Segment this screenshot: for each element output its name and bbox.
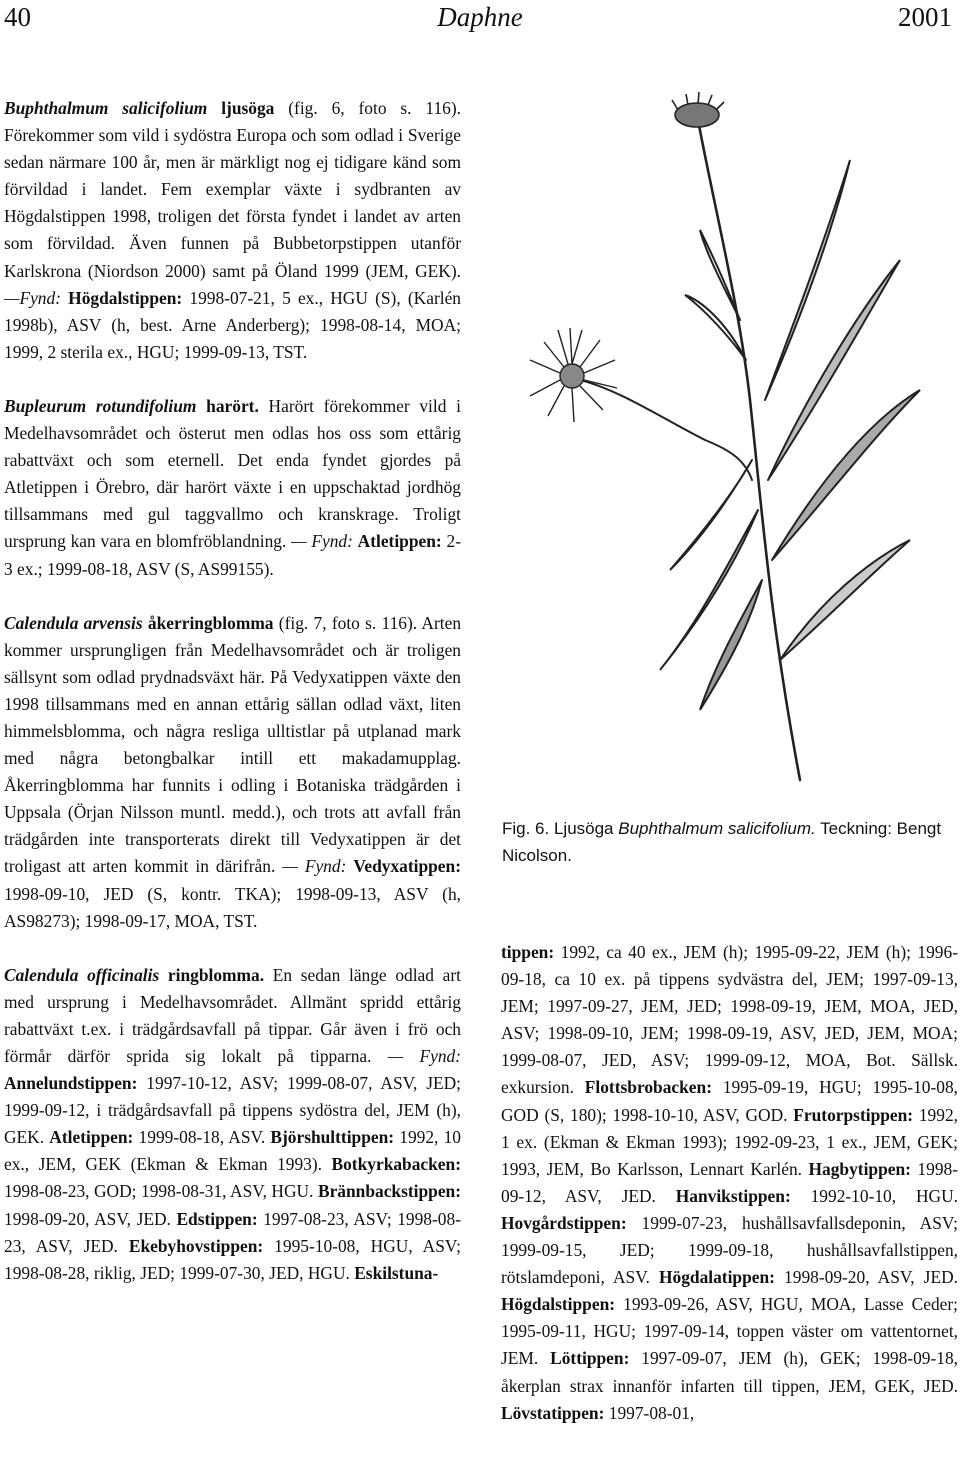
text-run: — Fynd:	[282, 856, 354, 877]
text-run: 1998-09-12, ASV, JED.	[501, 1158, 959, 1206]
text-run: 1995-10-08, HGU, ASV; 1998-08-28, riklig, JED; 1999-07-30, JED, HGU.	[4, 1235, 462, 1283]
text-run: ljusöga	[207, 98, 275, 118]
caption-suffix: Teckning: Bengt Nicolson.	[502, 819, 942, 865]
text-run: åkerringblomma	[142, 612, 274, 633]
text-run: (fig. 6, foto s. 116). Förekommer som vild i sydöstra Europa och som odlad i Sverige sedan närmare 100 år, men är märkligt nog ej tidigare känd som förvildad i landet. Fem exemplar växte i sydbranten av Högdalstippen 1998, troligen det första fyndet i landet av arten som förvildad. Även funnen på Bubbetorpstippen utanför Karlskrona (Niordson 2000) samt på Öland 1999 (JEM, GEK).	[4, 98, 461, 281]
species-entry-bupleurum	[4, 393, 461, 583]
text-run: —Fynd:	[4, 287, 69, 308]
text-run: ringblomma.	[159, 964, 265, 985]
text-run: Högdalstippen:	[501, 1294, 616, 1315]
right-column	[501, 939, 958, 1427]
journal-title: Daphne	[437, 2, 523, 32]
text-run: Vedyxatippen:	[353, 856, 461, 877]
caption-prefix: Fig. 6. Ljusöga	[502, 819, 619, 838]
text-run: 1997-10-12, ASV; 1999-08-07, ASV, JED; 1999-09-12, i trädgårdsavfall på tippens sydöstra del, JEM (h), GEK.	[4, 1073, 461, 1148]
text-run: Frutorpstippen:	[793, 1104, 914, 1125]
text-run: Edstippen:	[176, 1208, 258, 1229]
text-run: 1992, 10 ex., JEM, GEK (Ekman & Ekman 1993).	[4, 1127, 461, 1175]
text-run: Brännbackstippen:	[317, 1181, 461, 1202]
text-run: 1992, 1 ex. (Ekman & Ekman 1993); 1992-09-23, 1 ex., JEM, GEK; 1993, JEM, Bo Karlsson, Lennart Karlén.	[501, 1104, 958, 1179]
page-number: 40	[4, 2, 31, 32]
plant-drawing	[500, 60, 960, 820]
text-run: Högdalatippen:	[658, 1267, 775, 1288]
left-column	[4, 95, 461, 1287]
figure-caption	[502, 815, 952, 869]
text-run: Atletippen:	[357, 531, 442, 552]
text-run: 1998-08-23, GOD; 1998-08-31, ASV, HGU.	[4, 1181, 318, 1202]
text-run: 1999-08-18, ASV.	[133, 1127, 271, 1148]
text-run: Bupleurum rotundifolium	[4, 395, 197, 416]
text-run: harört.	[196, 395, 259, 416]
text-run: — Fynd:	[387, 1046, 461, 1066]
text-run: 1995-09-19, HGU; 1995-10-08, GOD (S, 180); 1998-10-10, ASV, GOD.	[501, 1077, 958, 1125]
species-entry-calendula-officinalis-continued	[501, 939, 958, 1427]
text-run: Lövstatippen:	[501, 1402, 605, 1423]
plant-illustration	[500, 60, 960, 820]
species-entry-calendula-arvensis	[4, 610, 461, 935]
text-run: 1997-08-01,	[604, 1402, 695, 1423]
text-run: Annelundstippen:	[4, 1073, 138, 1094]
text-run: 1998-09-20, ASV, JED.	[4, 1208, 177, 1229]
text-run: Eskilstuna-	[354, 1262, 439, 1283]
text-run: 1997-08-23, ASV; 1998-08-23, ASV, JED.	[4, 1208, 461, 1256]
text-run: 1999-07-23, hushållsavfallsdeponin, ASV; 1999-09-15, JED; 1999-09-18, hushållsavfallstippen, rötslamdeponi, ASV.	[501, 1212, 958, 1288]
text-run: En sedan länge odlad art med ursprung i Medelhavsområdet. Allmänt spridd ettårig rabattväxt t.ex. i trädgårdsavfall på tippar. Går även i frö och förmår därför sprida sig lokalt på tipparna.	[4, 964, 461, 1066]
text-run: — Fynd:	[291, 531, 358, 552]
text-run: Hovgårdstippen:	[501, 1212, 627, 1233]
text-run: 2-3 ex.; 1999-08-18, ASV (S, AS99155).	[4, 531, 461, 579]
text-run: Hanvikstippen:	[675, 1185, 791, 1206]
text-run: 1992, ca 40 ex., JEM (h); 1995-09-22, JEM (h); 1996-09-18, ca 10 ex. på tippens sydvästra del, JEM; 1997-09-13, JEM; 1997-09-27, JEM, JED; 1998-09-19, JEM, MOA, JED, ASV; 1998-09-10, JEM; 1998-09-19, ASV, JED, JEM, MOA; 1999-08-07, JED, ASV; 1999-09-12, MOA, Bot. Sällsk. exkursion.	[501, 942, 958, 1098]
text-run: Calendula officinalis	[4, 964, 160, 985]
text-run: tippen:	[501, 942, 555, 962]
species-entry-calendula-officinalis	[4, 962, 461, 1287]
text-run: 1993-09-26, ASV, HGU, MOA, Lasse Ceder; 1995-09-11, HGU; 1997-09-14, toppen väster om vattentornet, JEM.	[501, 1294, 958, 1369]
text-run: Ekebyhovstippen:	[128, 1235, 264, 1256]
text-run: 1998-09-20, ASV, JED.	[774, 1267, 958, 1288]
text-run: Buphthalmum salicifolium	[4, 98, 208, 118]
text-run: 1997-09-07, JEM (h), GEK; 1998-09-18, åkerplan strax innanför infarten till tippen, JEM, GEK, JED.	[501, 1348, 958, 1396]
text-run: Hagbytippen:	[808, 1158, 911, 1179]
text-run: (fig. 7, foto s. 116). Arten kommer ursprungligen från Medelhavsområdet och är troligen sällsynt som odlad prydnadsväxt här. På Vedyxatippen växte den 1998 tillsammans med en annan ettårig sällan odlad växt, liten himmelsblomma, och några resliga ulltistlar på utplanad mark med några betongbalkar intill ett makadamupplag. Åkerringblomma har funnits i odling i Botaniska trädgården i Uppsala (Örjan Nilsson muntl. medd.), och trots att avfall från trädgården inte transporterats direkt till Vedyxatippen är det troligast att arten kommit in därifrån.	[4, 612, 462, 877]
text-run: 1998-07-21, 5 ex., HGU (S), (Karlén 1998b), ASV (h, best. Arne Anderberg); 1998-08-14, MOA; 1999, 2 sterila ex., HGU; 1999-09-13, TST.	[4, 287, 461, 362]
text-run: Björshulttippen:	[270, 1127, 395, 1148]
text-run: 1992-10-10, HGU.	[790, 1185, 958, 1206]
text-run: Löttippen:	[550, 1348, 630, 1369]
text-run: Harört förekommer vild i Medelhavsområdet och österut men odlas hos oss som ettårig rabattväxt och som eternell. Det enda fyndet gjordes på Atletippen i Örebro, där harört växte i en uppschaktad jordhög tillsammans med gul taggvallmo och kranskrage. Troligt ursprung kan vara en blomfröblandning.	[4, 395, 461, 552]
text-run: Botkyrkabacken:	[331, 1154, 461, 1175]
species-entry-buphthalmum	[4, 95, 461, 366]
caption-species: Buphthalmum salicifolium.	[618, 819, 816, 838]
text-run: Atletippen:	[49, 1127, 134, 1148]
text-run: Calendula arvensis	[4, 612, 143, 633]
publication-year: 2001	[898, 2, 952, 32]
text-run: Högdalstippen:	[68, 287, 183, 308]
page-header	[0, 0, 960, 40]
text-run: Flottsbrobacken:	[584, 1077, 712, 1098]
text-run: 1998-09-10, JED (S, kontr. TKA); 1998-09-13, ASV (h, AS98273); 1998-09-17, MOA, TST.	[4, 883, 461, 931]
